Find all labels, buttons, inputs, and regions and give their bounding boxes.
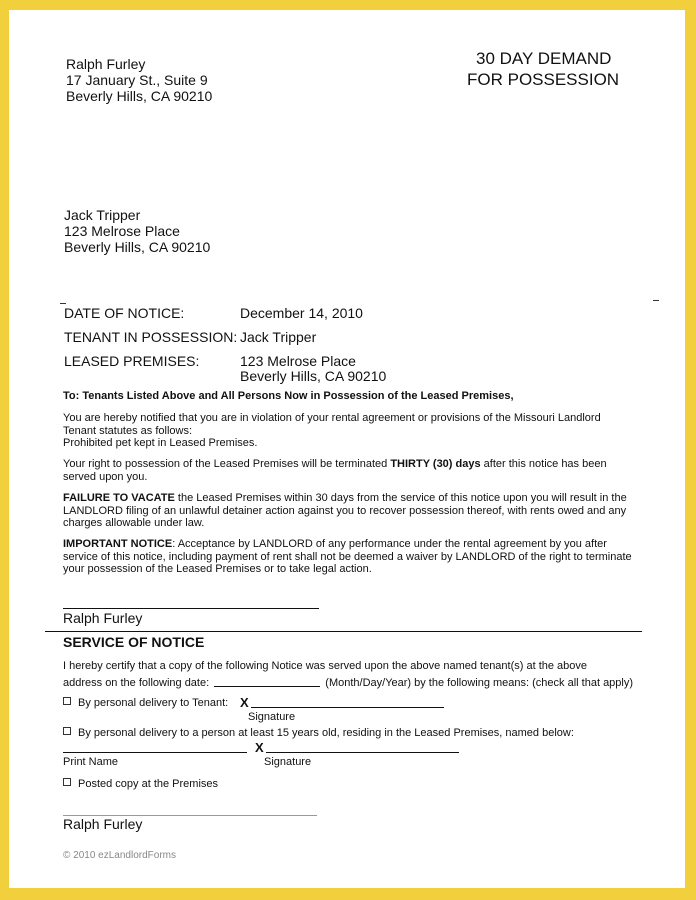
recipient-block xyxy=(64,207,210,255)
failure-paragraph xyxy=(63,492,645,530)
certify-means-text: (Month/Day/Year) by the following means: (check all that apply) xyxy=(325,677,634,689)
date-label: DATE OF NOTICE: xyxy=(64,305,185,321)
option-posted-copy xyxy=(63,778,218,791)
important-heading: IMPORTANT NOTICE xyxy=(63,538,173,550)
title-line-2: FOR POSSESSION xyxy=(467,70,620,89)
tenant-x-mark: X xyxy=(240,695,249,710)
personal-tenant-checkbox[interactable] xyxy=(63,697,71,705)
resident-signature-line[interactable] xyxy=(266,752,459,753)
violation-paragraph xyxy=(63,412,635,450)
document-page xyxy=(9,10,685,888)
termination-text-end: after this notice has been served upon you. xyxy=(63,458,607,483)
sender-street: 17 January St., Suite 9 xyxy=(66,72,208,88)
salutation: To: Tenants Listed Above and All Persons Now in Possession of the Leased Premises, xyxy=(63,390,514,402)
premises-street: 123 Melrose Place xyxy=(240,353,356,369)
sender-name: Ralph Furley xyxy=(66,56,146,72)
document-title xyxy=(467,48,619,90)
date-value: December 14, 2010 xyxy=(240,305,363,321)
personal-resident-label: By personal delivery to a person at least 15 years old, residing in the Leased Premises, named below: xyxy=(78,727,574,739)
print-name-line[interactable] xyxy=(63,752,247,753)
premises-city: Beverly Hills, CA 90210 xyxy=(240,368,387,384)
violation-reason: Prohibited pet kept in Leased Premises. xyxy=(63,437,258,449)
title-line-1: 30 DAY DEMAND xyxy=(476,49,612,68)
margin-mark-left xyxy=(60,303,66,304)
termination-paragraph xyxy=(63,458,635,483)
server-name: Ralph Furley xyxy=(63,816,143,832)
certify-line-2 xyxy=(63,676,633,690)
landlord-signature-line xyxy=(63,608,319,609)
posted-copy-label: Posted copy at the Premises xyxy=(78,778,219,790)
certify-date-text: address on the following date: xyxy=(63,677,210,689)
copyright-footer: © 2010 ezLandlordForms xyxy=(63,850,176,861)
premises-label: LEASED PREMISES: xyxy=(64,353,200,369)
violation-text: You are hereby notified that you are in violation of your rental agreement or provisions of the Missouri Landlord Tenant statutes as follows: xyxy=(63,412,601,437)
failure-heading: FAILURE TO VACATE xyxy=(63,492,175,504)
termination-text-start: Your right to possession of the Leased Premises will be terminated xyxy=(63,458,391,470)
landlord-name: Ralph Furley xyxy=(63,610,143,626)
important-text: : Acceptance by LANDLORD of any performance under the rental agreement by you after service of this notice, including payment of rent shall not be deemed a waiver by LANDLORD of the right to terminate your possession of the Leased Premises or to take legal action. xyxy=(63,538,632,575)
termination-period: THIRTY (30) days xyxy=(390,458,481,470)
service-heading: SERVICE OF NOTICE xyxy=(63,634,205,650)
resident-signature-label: Signature xyxy=(264,756,312,768)
recipient-street: 123 Melrose Place xyxy=(64,223,180,239)
recipient-city: Beverly Hills, CA 90210 xyxy=(64,239,211,255)
sender-block xyxy=(66,56,212,104)
tenant-signature-line[interactable] xyxy=(251,707,444,708)
failure-text: the Leased Premises within 30 days from the service of this notice upon you will result in the LANDLORD filing of an unlawful detainer action against you to recover possession thereof, with rents owed and any charges allowable under law. xyxy=(63,492,627,529)
recipient-name: Jack Tripper xyxy=(64,207,141,223)
tenant-value: Jack Tripper xyxy=(240,329,317,345)
option-personal-tenant xyxy=(63,697,228,710)
tenant-label: TENANT IN POSSESSION: xyxy=(64,329,238,345)
personal-resident-checkbox[interactable] xyxy=(63,727,71,735)
tenant-signature-label: Signature xyxy=(248,711,296,723)
section-divider xyxy=(45,631,642,632)
important-paragraph xyxy=(63,538,635,576)
resident-x-mark: X xyxy=(255,740,264,755)
margin-mark-right xyxy=(653,300,659,301)
certify-line-1: I hereby certify that a copy of the following Notice was served upon the above named tenant(s) at the above xyxy=(63,660,588,672)
posted-copy-checkbox[interactable] xyxy=(63,778,71,786)
personal-tenant-label: By personal delivery to Tenant: xyxy=(78,697,229,709)
service-date-field[interactable] xyxy=(214,676,320,687)
print-name-label: Print Name xyxy=(63,756,119,768)
option-personal-resident xyxy=(63,727,574,740)
sender-city: Beverly Hills, CA 90210 xyxy=(66,88,213,104)
